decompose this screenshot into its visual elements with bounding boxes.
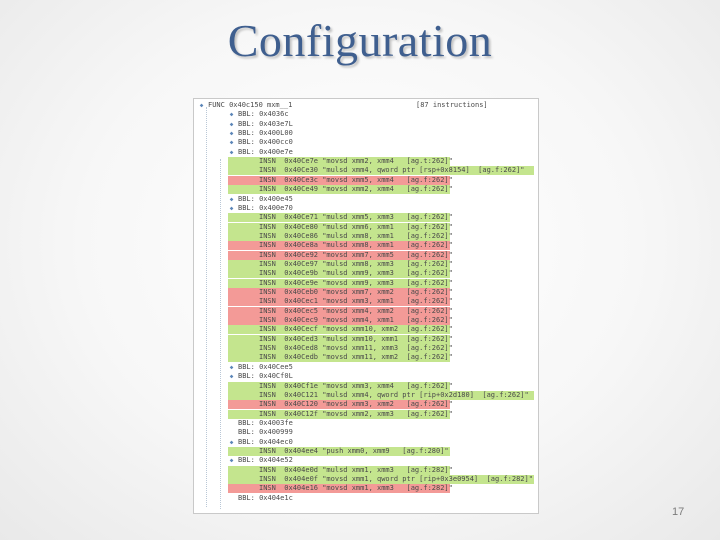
row-label: INSN 0x40Ce7e "movsd xmm2, xmm4 [ag.t:262]" bbox=[259, 157, 453, 166]
row-label: INSN 0x40Cec1 "movsd xmm3, xmm1 [ag.f:262]" bbox=[259, 297, 453, 306]
expand-toggle-icon[interactable]: ◆ bbox=[229, 457, 234, 465]
row-label: INSN 0x404e16 "movsd xmm1, xmm3 [ag.f:282]" bbox=[259, 484, 453, 493]
row-label: BBL: 0x400e45 bbox=[238, 194, 293, 203]
basic-block-row[interactable] bbox=[194, 363, 538, 372]
row-label: INSN 0x404ee4 "push xmm0, xmm9 [ag.f:280]" bbox=[259, 446, 449, 455]
instruction-row[interactable] bbox=[194, 157, 538, 166]
row-label: INSN 0x40Ce71 "mulsd xmm5, xmm3 [ag.f:262]" bbox=[259, 213, 453, 222]
basic-block-row[interactable] bbox=[194, 372, 538, 381]
row-label: BBL: 0x40Cee5 bbox=[238, 362, 293, 371]
expand-toggle-icon[interactable]: ◆ bbox=[229, 120, 234, 128]
basic-block-row[interactable] bbox=[194, 129, 538, 138]
basic-block-row[interactable] bbox=[194, 494, 538, 503]
basic-block-row[interactable] bbox=[194, 195, 538, 204]
basic-block-row[interactable] bbox=[194, 138, 538, 147]
row-label: INSN 0x40Ce97 "mulsd xmm8, xmm3 [ag.f:262]" bbox=[259, 259, 453, 268]
instruction-row[interactable] bbox=[194, 279, 538, 288]
expand-toggle-icon[interactable]: ◆ bbox=[229, 195, 234, 203]
instruction-row[interactable] bbox=[194, 213, 538, 222]
instruction-row[interactable] bbox=[194, 484, 538, 493]
instruction-row[interactable] bbox=[194, 223, 538, 232]
row-label: INSN 0x40C120 "movsd xmm3, xmm2 [ag.f:262]" bbox=[259, 400, 453, 409]
row-label: BBL: 0x404e52 bbox=[238, 456, 293, 465]
instruction-row[interactable] bbox=[194, 400, 538, 409]
row-label: INSN 0x40Cecf "movsd xmm10, xmm2 [ag.f:262]" bbox=[259, 325, 453, 334]
instruction-row[interactable] bbox=[194, 325, 538, 334]
row-label: BBL: 0x403e7L bbox=[238, 119, 293, 128]
expand-toggle-icon[interactable]: ◆ bbox=[229, 363, 234, 371]
row-label: BBL: 0x400999 bbox=[238, 428, 293, 437]
basic-block-row[interactable] bbox=[194, 438, 538, 447]
row-label: BBL: 0x4003fe bbox=[238, 418, 293, 427]
basic-block-row[interactable] bbox=[194, 428, 538, 437]
row-label: INSN 0x40Ce8a "mulsd xmm8, xmm1 [ag.f:262]" bbox=[259, 241, 453, 250]
basic-block-row[interactable] bbox=[194, 120, 538, 129]
row-label: INSN 0x40Ceb0 "movsd xmm7, xmm2 [ag.f:262]" bbox=[259, 288, 453, 296]
basic-block-row[interactable] bbox=[194, 204, 538, 213]
row-label: INSN 0x40Cec9 "movsd xmm4, xmm1 [ag.f:262]" bbox=[259, 316, 453, 325]
instruction-row[interactable] bbox=[194, 269, 538, 278]
instruction-row[interactable] bbox=[194, 297, 538, 306]
row-label: BBL: 0x400e7e bbox=[238, 147, 293, 156]
instruction-row[interactable] bbox=[194, 166, 538, 175]
instruction-row[interactable] bbox=[194, 260, 538, 269]
row-label: BBL: 0x404e1c bbox=[238, 493, 293, 502]
row-label: INSN 0x40Ced8 "movsd xmm11, xmm3 [ag.f:262]" bbox=[259, 344, 453, 353]
instruction-row[interactable] bbox=[194, 241, 538, 250]
row-label: INSN 0x40Ce49 "movsd xmm2, xmm4 [ag.f:262]" bbox=[259, 185, 453, 194]
expand-toggle-icon[interactable]: ◆ bbox=[229, 139, 234, 147]
expand-toggle-icon[interactable]: ◆ bbox=[229, 148, 234, 156]
basic-block-row[interactable] bbox=[194, 419, 538, 428]
instruction-row[interactable] bbox=[194, 410, 538, 419]
instruction-tree-view[interactable] bbox=[193, 98, 539, 514]
row-label: INSN 0x404e0f "movsd xmm1, qword ptr [rip+0x3e0954] [ag.f:282]" bbox=[259, 475, 533, 483]
expand-toggle-icon[interactable]: ◆ bbox=[199, 102, 204, 109]
instruction-row[interactable] bbox=[194, 391, 538, 400]
instruction-row[interactable] bbox=[194, 335, 538, 344]
row-label: BBL: 0x400L00 bbox=[238, 129, 293, 138]
row-annotation: [87 instructions] bbox=[416, 101, 488, 109]
instruction-row[interactable] bbox=[194, 344, 538, 353]
function-row[interactable] bbox=[194, 101, 538, 110]
row-label: BBL: 0x400e70 bbox=[238, 203, 293, 212]
instruction-row[interactable] bbox=[194, 353, 538, 362]
instruction-row[interactable] bbox=[194, 176, 538, 185]
expand-toggle-icon[interactable]: ◆ bbox=[229, 130, 234, 138]
instruction-row[interactable] bbox=[194, 288, 538, 297]
row-label: INSN 0x40Ce30 "mulsd xmm4, qword ptr [rsp+0x8154] [ag.f:262]" bbox=[259, 166, 525, 175]
row-label: INSN 0x40Ce92 "movsd xmm7, xmm5 [ag.f:262]" bbox=[259, 250, 453, 259]
instruction-row[interactable] bbox=[194, 185, 538, 194]
row-label: INSN 0x404e0d "mulsd xmm1, xmm3 [ag.f:282]" bbox=[259, 465, 453, 474]
row-label: INSN 0x40Ced3 "mulsd xmm10, xmm1 [ag.f:262]" bbox=[259, 334, 453, 343]
row-label: INSN 0x40Cedb "movsd xmm11, xmm2 [ag.f:262]" bbox=[259, 353, 453, 362]
instruction-row[interactable] bbox=[194, 232, 538, 241]
row-label: INSN 0x40C121 "mulsd xmm4, qword ptr [rip+0x2d180] [ag.f:262]" bbox=[259, 390, 529, 399]
instruction-row[interactable] bbox=[194, 382, 538, 391]
expand-toggle-icon[interactable]: ◆ bbox=[229, 111, 234, 119]
row-label: INSN 0x40Cf1e "movsd xmm3, xmm4 [ag.f:262]" bbox=[259, 381, 453, 390]
slide-number: 17 bbox=[672, 506, 685, 518]
instruction-row[interactable] bbox=[194, 316, 538, 325]
row-label: BBL: 0x40Cf0L bbox=[238, 372, 293, 381]
row-label: INSN 0x40Ce9b "mulsd xmm9, xmm3 [ag.f:262]" bbox=[259, 269, 453, 278]
row-label: FUNC 0x40c150 mxm__1 bbox=[208, 101, 293, 109]
basic-block-row[interactable] bbox=[194, 148, 538, 157]
row-label: INSN 0x40Ce86 "mulsd xmm8, xmm1 [ag.f:262]" bbox=[259, 231, 453, 240]
tree-guide-line bbox=[206, 107, 207, 507]
instruction-row[interactable] bbox=[194, 475, 538, 484]
slide-title: Configuration bbox=[227, 15, 493, 66]
expand-toggle-icon[interactable]: ◆ bbox=[229, 204, 234, 212]
row-label: INSN 0x40Ce80 "mulsd xmm6, xmm1 [ag.f:262]" bbox=[259, 222, 453, 231]
instruction-row[interactable] bbox=[194, 466, 538, 475]
basic-block-row[interactable] bbox=[194, 110, 538, 119]
instruction-row[interactable] bbox=[194, 447, 538, 456]
instruction-row[interactable] bbox=[194, 307, 538, 316]
instruction-row[interactable] bbox=[194, 251, 538, 260]
row-label: BBL: 0x400cc0 bbox=[238, 138, 293, 147]
row-label: INSN 0x40Ce9e "movsd xmm9, xmm3 [ag.f:262]" bbox=[259, 278, 453, 287]
row-label: BBL: 0x4036c bbox=[238, 110, 289, 119]
basic-block-row[interactable] bbox=[194, 456, 538, 465]
row-label: INSN 0x40Ce3c "movsd xmm5, xmm4 [ag.f:262]" bbox=[259, 175, 453, 184]
row-label: INSN 0x40C12f "movsd xmm2, xmm3 [ag.f:262]" bbox=[259, 409, 453, 418]
row-label: BBL: 0x404ec0 bbox=[238, 437, 293, 446]
expand-toggle-icon[interactable]: ◆ bbox=[229, 373, 234, 381]
row-label: INSN 0x40Cec5 "movsd xmm4, xmm2 [ag.f:262]" bbox=[259, 306, 453, 315]
tree-guide-line bbox=[220, 159, 221, 509]
expand-toggle-icon[interactable]: ◆ bbox=[229, 438, 234, 446]
